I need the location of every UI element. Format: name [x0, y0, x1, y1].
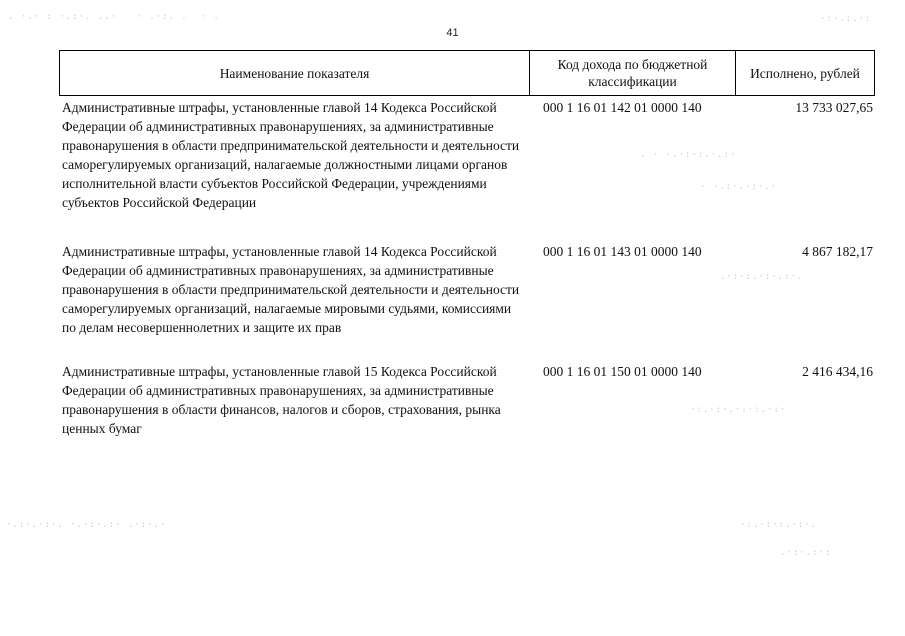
- header-name: Наименование показателя: [60, 51, 530, 95]
- row-name: Административные штрафы, установленные главой 15 Кодекса Российской Федерации об административных правонарушениях, за административные правонарушения в области финансов, налогов и сборов, страхования, рынка ценных бумаг: [62, 364, 501, 436]
- header-amount: Исполнено, рублей: [750, 65, 860, 81]
- row-code: 000 1 16 01 142 01 0000 140: [543, 100, 702, 115]
- scan-noise: ·:·.:.·:: [820, 14, 872, 24]
- row-name: Административные штрафы, установленные главой 14 Кодекса Российской Федерации об административных правонарушениях, за административные правонарушения в области предпринимательской деятельности и деятельности саморегулируемых организаций, налагаемые должностными лицами органов исполнительной власти субъектов Российской Федерации, учреждениями субъектов Российской Федерации: [62, 100, 520, 210]
- scan-noise: .·:·:.·:·.:·.: [720, 272, 804, 282]
- row-code: 000 1 16 01 143 01 0000 140: [543, 244, 702, 259]
- scan-noise: .·:·.:·:: [780, 548, 832, 558]
- scan-noise: . ·.· : ·.:·. ..· · .·:. . · .: [8, 12, 220, 22]
- table-header: [59, 50, 875, 96]
- header-code: Код дохода по бюджетной классификации: [530, 51, 736, 95]
- scan-noise: ·:.·:·.·:·:.·:·: [690, 405, 787, 415]
- row-amount: 13 733 027,65: [795, 100, 873, 115]
- page-number: 41: [446, 27, 459, 39]
- row-code: 000 1 16 01 150 01 0000 140: [543, 364, 702, 379]
- scan-noise: · ·.:·.·:·.·: [700, 182, 778, 192]
- row-amount: 2 416 434,16: [802, 364, 873, 379]
- scan-noise: ·:.·:·:.·:·.: [740, 520, 818, 530]
- scan-noise: ·.:·.·:·. ·.·:·.:· .·:·.·: [6, 520, 167, 530]
- row-name: Административные штрафы, установленные главой 14 Кодекса Российской Федерации об административных правонарушениях, за административные правонарушения в области предпринимательской деятельности и деятельности саморегулируемых организаций, налагаемые мировыми судьями, комиссиями по делам несовершеннолетних и защите их прав: [62, 244, 520, 335]
- scan-noise: . · ·.·:·:.·.:·: [640, 150, 737, 160]
- row-amount: 4 867 182,17: [802, 244, 873, 259]
